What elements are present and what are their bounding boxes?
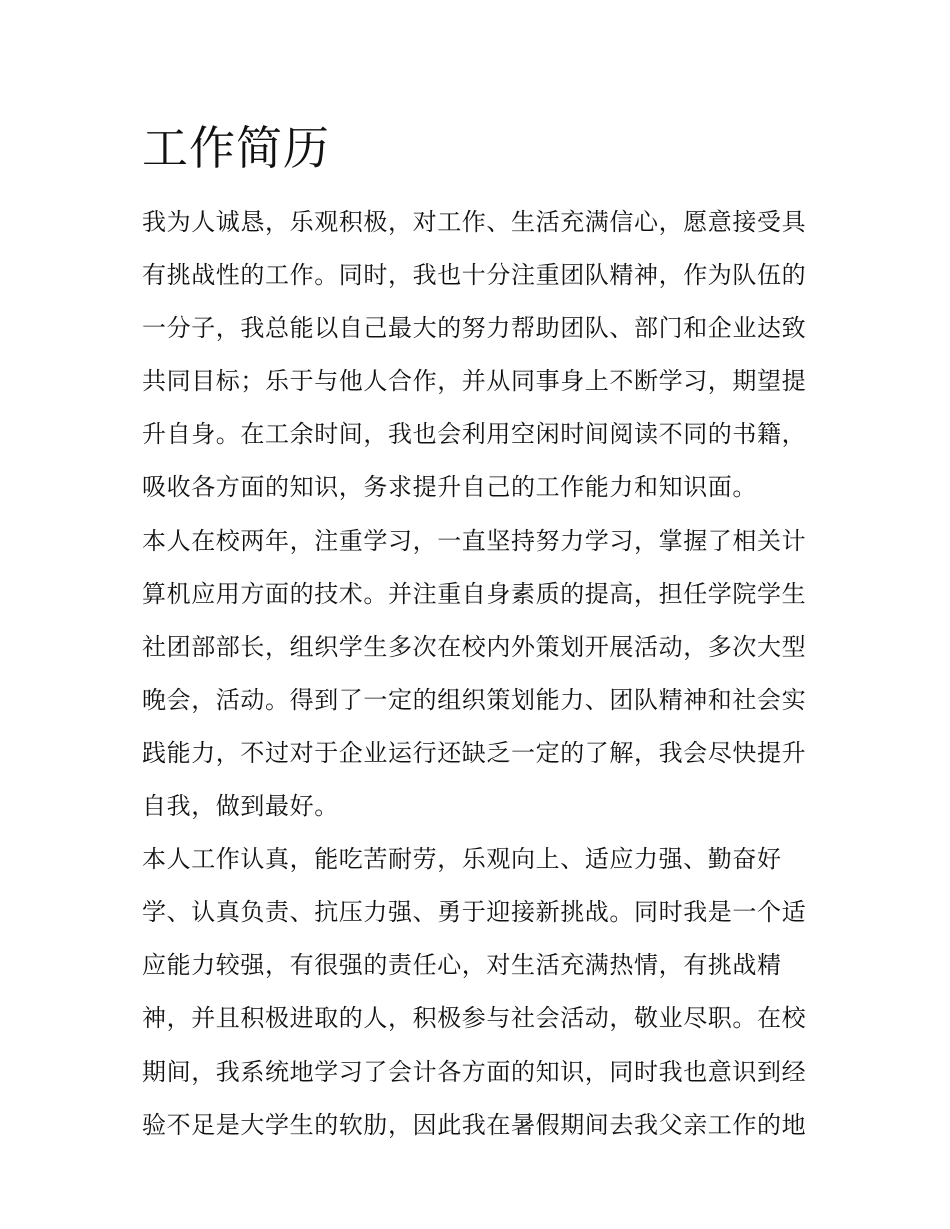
text-line: 本人工作认真，能吃苦耐劳，乐观向上、适应力强、勤奋好 xyxy=(142,845,782,874)
text-line: 吸收各方面的知识，务求提升自己的工作能力和知识面。 xyxy=(142,473,757,502)
text-line: 一分子，我总能以自己最大的努力帮助团队、部门和企业达致 xyxy=(142,314,807,343)
text-line: 有挑战性的工作。同时，我也十分注重团队精神，作为队伍的 xyxy=(142,261,807,290)
text-line: 本人在校两年，注重学习，一直坚持努力学习，掌握了相关计 xyxy=(142,526,807,555)
text-line: 升自身。在工余时间，我也会利用空闲时间阅读不同的书籍， xyxy=(142,420,807,449)
text-line: 验不足是大学生的软肋，因此我在暑假期间去我父亲工作的地 xyxy=(142,1110,807,1139)
text-line: 晚会，活动。得到了一定的组织策划能力、团队精神和社会实 xyxy=(142,685,807,714)
text-line: 算机应用方面的技术。并注重自身素质的提高，担任学院学生 xyxy=(142,579,807,608)
text-line: 神，并且积极进取的人，积极参与社会活动，敬业尽职。在校 xyxy=(142,1004,807,1033)
text-line: 学、认真负责、抗压力强、勇于迎接新挑战。同时我是一个适 xyxy=(142,898,807,927)
text-line: 社团部部长，组织学生多次在校内外策划开展活动，多次大型 xyxy=(142,632,807,661)
page-title: 工作简历 xyxy=(142,121,330,175)
text-line: 应能力较强，有很强的责任心，对生活充满热情，有挑战精 xyxy=(142,951,782,980)
text-line: 共同目标；乐于与他人合作，并从同事身上不断学习，期望提 xyxy=(142,367,807,396)
body-text xyxy=(142,196,822,1152)
text-line: 期间，我系统地学习了会计各方面的知识，同时我也意识到经 xyxy=(142,1057,807,1086)
text-line: 践能力，不过对于企业运行还缺乏一定的了解，我会尽快提升 xyxy=(142,738,807,767)
text-line: 自我，做到最好。 xyxy=(142,792,339,821)
text-line: 我为人诚恳，乐观积极，对工作、生活充满信心，愿意接受具 xyxy=(142,208,807,236)
